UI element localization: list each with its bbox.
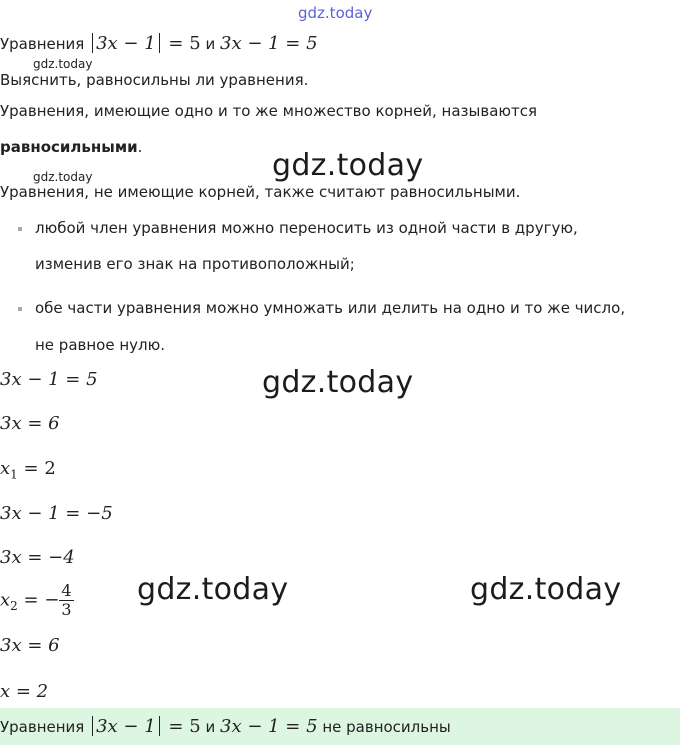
step-7: 3x = 6 xyxy=(0,635,60,656)
list-item-1-line2: изменив его знак на противоположный; xyxy=(35,255,355,273)
step-4: 3x − 1 = −5 xyxy=(0,503,113,524)
step-2: 3x = 6 xyxy=(0,413,60,434)
list-item-1-line1: любой член уравнения можно переносить из одной части в другую, xyxy=(35,219,578,237)
conclusion-conj: и xyxy=(205,718,216,736)
conclusion-tail: не равносильны xyxy=(322,718,451,736)
intro-eq1-rhs: = 5 xyxy=(168,33,201,54)
definition-period: . xyxy=(137,138,143,156)
conclusion-label: Уравнения xyxy=(0,718,85,736)
step-5: 3x = −4 xyxy=(0,547,75,568)
no-roots-text: Уравнения, не имеющие корней, также считают равносильными. xyxy=(0,183,521,201)
list-item-2-line2: не равное нулю. xyxy=(35,336,166,354)
bullet-dot xyxy=(18,307,22,311)
watermark-small-2: gdz.today xyxy=(33,170,93,184)
conclusion-eq1: 3x − 1 xyxy=(96,716,156,737)
list-item-2-line1: обе части уравнения можно умножать или делить на одно и то же число, xyxy=(35,299,626,317)
watermark-large-1: gdz.today xyxy=(272,148,424,183)
definition-term xyxy=(0,138,142,156)
conclusion-line xyxy=(0,716,451,737)
fraction-numerator: 4 xyxy=(61,581,72,600)
conclusion-eq2: 3x − 1 = 5 xyxy=(220,716,318,737)
watermark-large-2: gdz.today xyxy=(262,365,414,400)
bullet-dot xyxy=(18,227,22,231)
conclusion-eq1-rhs: = 5 xyxy=(168,716,201,737)
task-text: Выяснить, равносильны ли уравнения. xyxy=(0,71,309,89)
watermark-large-3: gdz.today xyxy=(137,572,289,607)
step-3: $x_1 = 2$ xyxy=(0,458,56,482)
definition-text: Уравнения, имеющие одно и то же множество корней, называются xyxy=(0,102,538,120)
step-8: x = 2 xyxy=(0,681,49,702)
fraction-denominator: 3 xyxy=(61,600,72,619)
watermark-large-4: gdz.today xyxy=(470,572,622,607)
watermark-top: gdz.today xyxy=(298,4,373,22)
definition-bold: равносильными xyxy=(0,138,138,156)
intro-conj: и xyxy=(205,35,216,53)
step-1: 3x − 1 = 5 xyxy=(0,369,98,390)
intro-eq2: 3x − 1 = 5 xyxy=(220,33,318,54)
watermark-small-1: gdz.today xyxy=(33,57,93,71)
intro-eq1: 3x − 1 xyxy=(96,33,156,54)
fraction xyxy=(59,582,73,619)
intro-line xyxy=(0,33,318,54)
step-6: $x_2$ = − $\frac{4}{3}$ xyxy=(0,581,72,619)
intro-label: Уравнения xyxy=(0,35,85,53)
